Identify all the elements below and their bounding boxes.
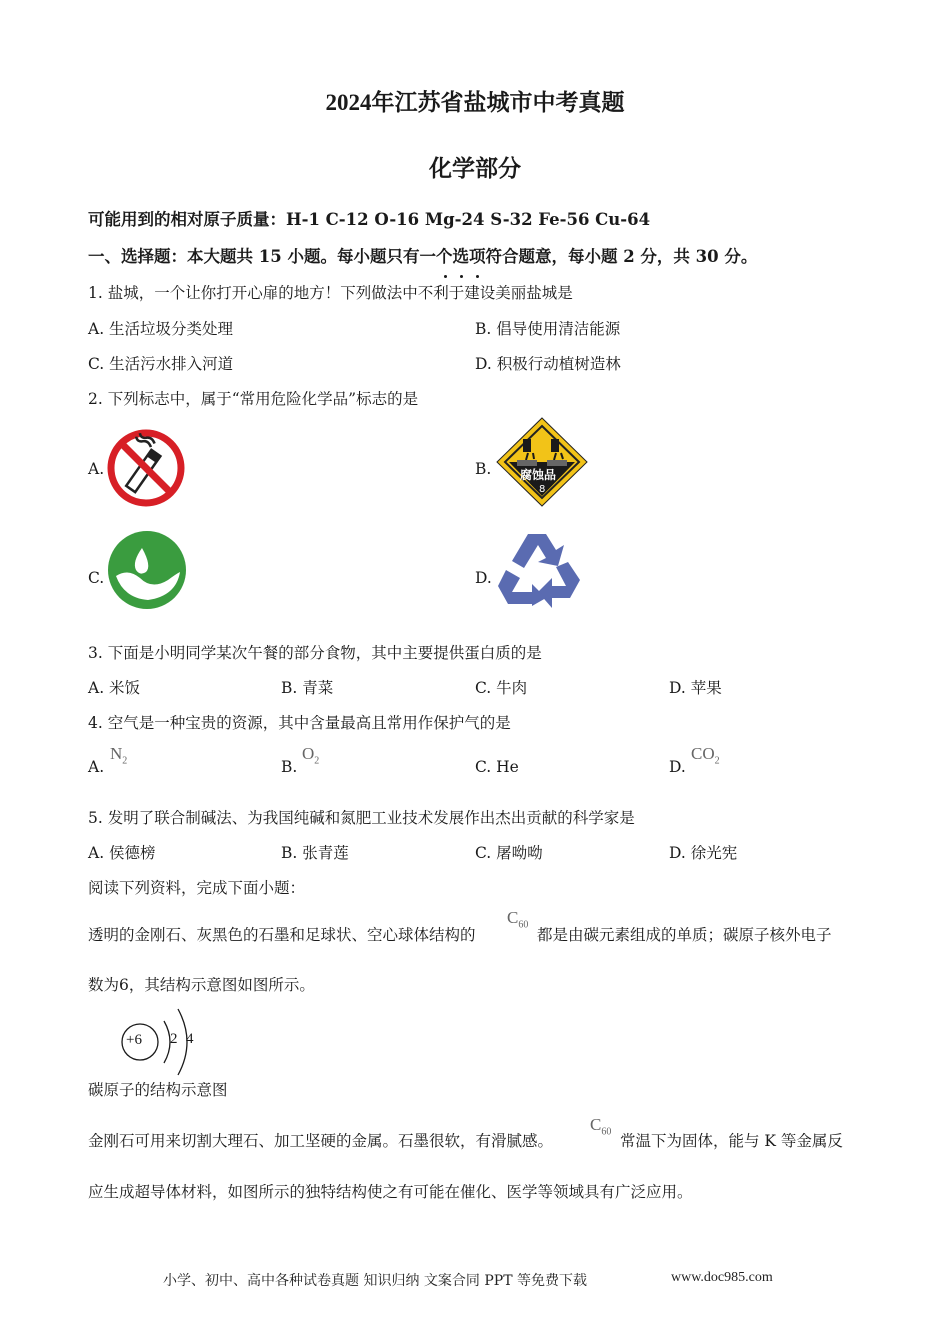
question-1-stem (88, 281, 573, 303)
formula-subscript: 60 (601, 1126, 612, 1138)
formula-subscript: 60 (518, 919, 529, 931)
formula-subscript: 2 (714, 755, 720, 767)
q4-formula-b (302, 744, 319, 766)
q5-option-d: D. 徐光宪 (669, 844, 738, 862)
formula-symbol: C (507, 908, 519, 927)
q1-option-d: D. 积极行动植树造林 (475, 355, 621, 373)
q5-option-b: B. 张青莲 (281, 844, 349, 862)
question-2-stem: 2. 下列标志中，属于“常用危险化学品”标志的是 (88, 390, 419, 408)
emphasis-dot (476, 275, 479, 278)
q5-option-c: C. 屠呦呦 (475, 844, 543, 862)
reading-paragraph-1-start: 透明的金刚石、灰黑色的石墨和足球状、空心球体结构的 (88, 926, 476, 944)
q1-option-c: C. 生活污水排入河道 (88, 355, 234, 373)
page-title: 2024年江苏省盐城市中考真题 (325, 90, 625, 115)
q5-option-a: A. 侯德榜 (88, 844, 156, 862)
reading-paragraph-1-end: 都是由碳元素组成的单质；碳原子核外电子 (537, 926, 832, 944)
q4-option-b: B. (281, 758, 298, 776)
q2-option-b: B. (475, 460, 492, 478)
formula-subscript: 2 (122, 755, 128, 767)
q1-stem-emphasis: 不利于 (417, 284, 465, 302)
formula-symbol: O (302, 744, 315, 763)
q4-option-d: D. (669, 758, 686, 776)
q4-formula-a (110, 744, 127, 766)
formula-symbol: CO (691, 744, 715, 763)
c60-formula (590, 1115, 611, 1137)
footer-text: 小学、初中、高中各种试卷真题 知识归纳 文案合同 PPT 等免费下载 (163, 1273, 587, 1289)
shell-2-electrons: 4 (186, 1031, 194, 1047)
emphasis-dot (460, 275, 463, 278)
water-saving-sign-icon (106, 530, 188, 610)
q4-formula-d (691, 744, 720, 766)
q2-option-a: A. (88, 460, 105, 478)
q1-stem-before: 1. 盐城，一个让你打开心扉的地方！下列做法中 (88, 284, 418, 302)
atomic-masses: 可能用到的相对原子质量：H-1 C-12 O-16 Mg-24 S-32 Fe-56 Cu-64 (88, 210, 651, 229)
q3-option-c: C. 牛肉 (475, 679, 528, 697)
formula-subscript: 2 (314, 755, 320, 767)
q4-option-c: C. He (475, 758, 519, 776)
no-smoking-sign-icon (104, 428, 188, 508)
q1-stem-after: 建设美丽盐城是 (464, 284, 573, 302)
question-4-stem: 4. 空气是一种宝贵的资源，其中含量最高且常用作保护气的是 (88, 714, 511, 732)
page-subtitle: 化学部分 (429, 156, 521, 181)
shell-1-electrons: 2 (170, 1031, 178, 1047)
q4-option-a: A. (88, 758, 105, 776)
diagram-caption: 碳原子的结构示意图 (88, 1081, 228, 1099)
c60-formula (507, 908, 528, 930)
formula-symbol: C (590, 1115, 602, 1134)
q1-option-a: A. 生活垃圾分类处理 (88, 320, 234, 338)
question-3-stem: 3. 下面是小明同学某次午餐的部分食物，其中主要提供蛋白质的是 (88, 644, 542, 662)
reading-paragraph-2-line-2: 应生成超导体材料，如图所示的独特结构使之有可能在催化、医学等领域具有广泛应用。 (88, 1183, 693, 1201)
question-5-stem: 5. 发明了联合制碱法、为我国纯碱和氮肥工业技术发展作出杰出贡献的科学家是 (88, 809, 635, 827)
nucleus-charge: +6 (126, 1032, 142, 1048)
recycling-sign-icon (494, 528, 584, 610)
q1-option-b: B. 倡导使用清洁能源 (475, 320, 621, 338)
reading-intro: 阅读下列资料，完成下面小题： (88, 879, 306, 897)
q2-option-d: D. (475, 569, 492, 587)
section-heading: 一、选择题：本大题共 15 小题。每小题只有一个选项符合题意，每小题 2 分，共 30 分。 (88, 247, 758, 266)
q3-option-d: D. 苹果 (669, 679, 722, 697)
q3-option-b: B. 青菜 (281, 679, 334, 697)
reading-paragraph-2-end: 常温下为固体，能与 K 等金属反 (620, 1132, 843, 1150)
reading-paragraph-2-start: 金刚石可用来切割大理石、加工坚硬的金属。石墨很软，有滑腻感。 (88, 1132, 554, 1150)
q2-option-c: C. (88, 569, 105, 587)
formula-symbol: N (110, 744, 123, 763)
q3-option-a: A. 米饭 (88, 679, 141, 697)
corrosive-class: 8 (539, 484, 546, 495)
reading-paragraph-1-line-2: 数为6，其结构示意图如图所示。 (88, 976, 315, 994)
footer-url[interactable]: www.doc985.com (671, 1270, 773, 1285)
corrosive-label: 腐蚀品 (520, 468, 557, 482)
emphasis-dot (444, 275, 447, 278)
